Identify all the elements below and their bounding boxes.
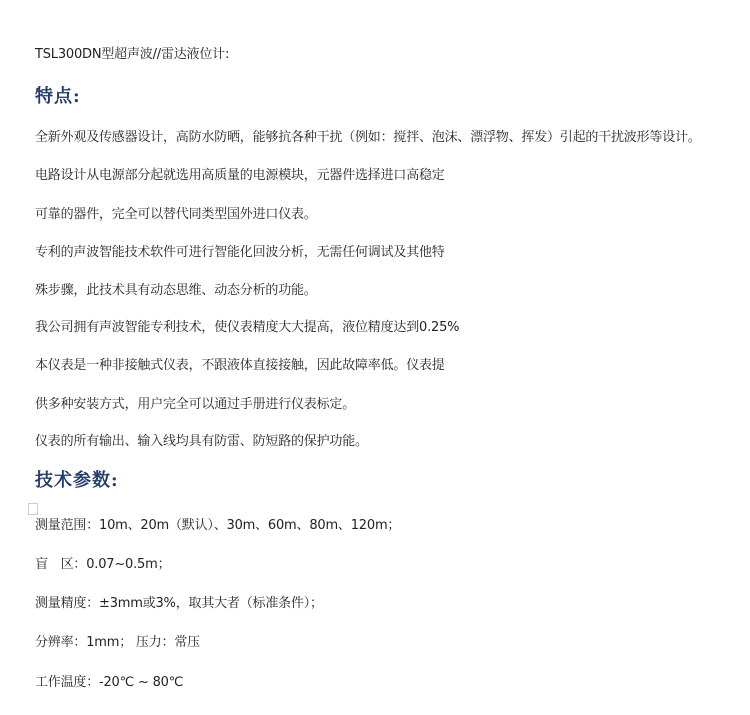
spec-line: 盲 区：0.07~0.5m； (35, 557, 171, 572)
image-placeholder-icon (28, 503, 38, 515)
feature-line: 全新外观及传感器设计，高防水防晒，能够抗各种干扰（例如：搅拌、泡沫、漂浮物、挥发）引起的干扰波形等设计。 (35, 130, 701, 145)
specs-heading: 技术参数: (35, 470, 119, 491)
spec-line: 工作温度：-20℃ ~ 80℃ (35, 675, 184, 690)
feature-line: 我公司拥有声波智能专利技术，使仪表精度大大提高，液位精度达到0.25% (35, 320, 460, 335)
feature-line: 电路设计从电源部分起就选用高质量的电源模块，元器件选择进口高稳定 (35, 168, 445, 183)
feature-line: 仪表的所有输出、输入线均具有防雷、防短路的保护功能。 (35, 434, 368, 449)
spec-line: 分辨率：1mm； 压力：常压 (35, 635, 200, 650)
spec-line: 测量精度：±3mm或3%，取其大者（标准条件）； (35, 596, 323, 611)
features-heading: 特点: (35, 86, 81, 107)
feature-line: 专利的声波智能技术软件可进行智能化回波分析，无需任何调试及其他特 (35, 245, 445, 260)
feature-line: 殊步骤，此技术具有动态思维、动态分析的功能。 (35, 283, 317, 298)
spec-line: 测量范围：10m、20m（默认）、30m、60m、80m、120m； (35, 518, 401, 533)
document-title: TSL300DN型超声波//雷达液位计: (35, 47, 230, 62)
feature-line: 本仪表是一种非接触式仪表，不跟液体直接接触，因此故障率低。仪表提 (35, 358, 445, 373)
feature-line: 供多种安装方式，用户完全可以通过手册进行仪表标定。 (35, 397, 356, 412)
feature-line: 可靠的器件，完全可以替代同类型国外进口仪表。 (35, 207, 317, 222)
